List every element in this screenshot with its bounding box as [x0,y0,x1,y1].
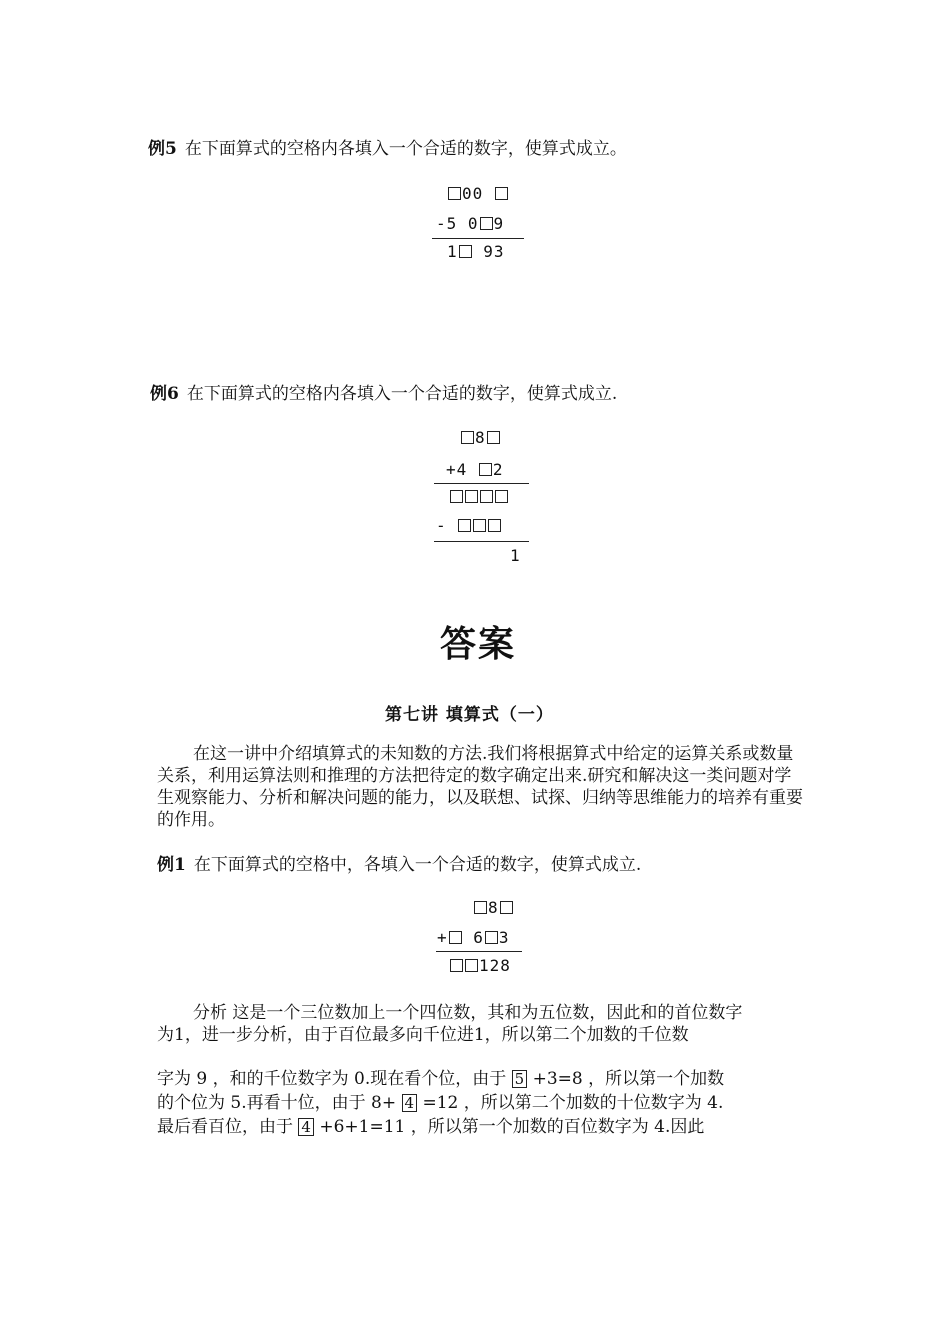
digit: 0 [467,214,479,233]
example6-heading [150,379,617,404]
digit: 93 [483,242,505,261]
blank-box [495,490,508,503]
analysis-line-5 [157,1112,704,1137]
operator: - [436,516,447,535]
example6-row4 [436,516,502,535]
example1-rule [436,951,522,952]
text: +3=8 ，所以第一个加数 [527,1069,725,1089]
blank-box [450,959,463,972]
blank-box [461,431,474,444]
operator: -5 [436,214,458,233]
lesson-title: 第七讲 填算式（一） [385,705,554,725]
blank-box [473,519,486,532]
blank-box [479,463,492,476]
digit: 3 [498,928,510,947]
example6-row5 [510,546,521,565]
example6-row1 [460,428,501,447]
text: 最后看百位，由于 [157,1117,293,1137]
example5-label: 例5 [148,139,177,159]
digit: 9 [493,214,505,233]
blank-box [500,901,513,914]
analysis-line-3 [157,1064,724,1089]
example6-label: 例6 [150,384,179,404]
example5-heading [148,134,627,159]
blank-box [487,431,500,444]
example1-label: 例1 [157,855,186,875]
analysis-line-1: 分析 这是一个三位数加上一个四位数，其和为五位数，因此和的首位数字 [193,1003,743,1023]
example5-row1 [447,184,509,203]
digit: 2 [492,460,504,479]
digit: 128 [479,956,511,975]
blank-box [459,245,472,258]
blank-box [458,519,471,532]
digit: 8 [488,898,499,917]
text: +6+1=11 ，所以第一个加数的百位数字为 4.因此 [313,1117,705,1137]
example1-row2 [437,928,510,947]
example6-row2 [446,460,504,479]
operator: + [437,928,448,947]
operator: +4 [446,460,468,479]
blank-box [448,187,461,200]
digit: 8 [475,428,486,447]
digit: 1 [510,546,521,565]
answer-title: 答案 [440,624,517,665]
example5-rule [432,238,524,239]
blank-box [495,187,508,200]
example5-row2 [436,214,504,233]
intro-paragraph: 在这一讲中介绍填算式的未知数的方法.我们将根据算式中给定的运算关系或数量关系，利用运算法则和推理的方法把待定的数字确定出来.研究和解决这一类问题对学生观察能力、分析和解决问题的能力，以及联想、试探、归纳等思维能力的培养有重要的作用。 [157,744,803,830]
blank-box [480,217,493,230]
boxed-answer-digit: 5 [512,1070,528,1088]
text: 的个位为 5.再看十位，由于 8+ [157,1093,397,1113]
example6-rule-1 [434,483,529,484]
blank-box [480,490,493,503]
blank-box [449,931,462,944]
digit: 6 [473,928,484,947]
blank-box [465,490,478,503]
example6-row3 [449,487,509,506]
example1-heading [157,850,641,875]
blank-box [488,519,501,532]
text: 字为 9 ，和的千位数字为 0.现在看个位，由于 [157,1069,507,1089]
example5-text: 在下面算式的空格内各填入一个合适的数字，使算式成立。 [184,139,627,159]
example1-row1 [473,898,514,917]
analysis-line-4 [157,1088,723,1113]
blank-box [474,901,487,914]
example1-text: 在下面算式的空格中，各填入一个合适的数字，使算式成立. [193,855,642,875]
boxed-answer-digit: 4 [298,1118,314,1136]
blank-box [465,959,478,972]
example1-row3 [449,956,511,975]
blank-box [485,931,498,944]
analysis-line-2: 为1，进一步分析，由于百位最多向千位进1，所以第二个加数的千位数 [157,1025,689,1045]
boxed-answer-digit: 4 [402,1094,418,1112]
digit: 1 [447,242,458,261]
example6-rule-2 [434,541,529,542]
example5-row3 [447,242,505,261]
digit: 00 [462,184,484,203]
text: =12 ，所以第二个加数的十位数字为 4. [417,1093,724,1113]
blank-box [450,490,463,503]
example6-text: 在下面算式的空格内各填入一个合适的数字，使算式成立. [186,384,618,404]
